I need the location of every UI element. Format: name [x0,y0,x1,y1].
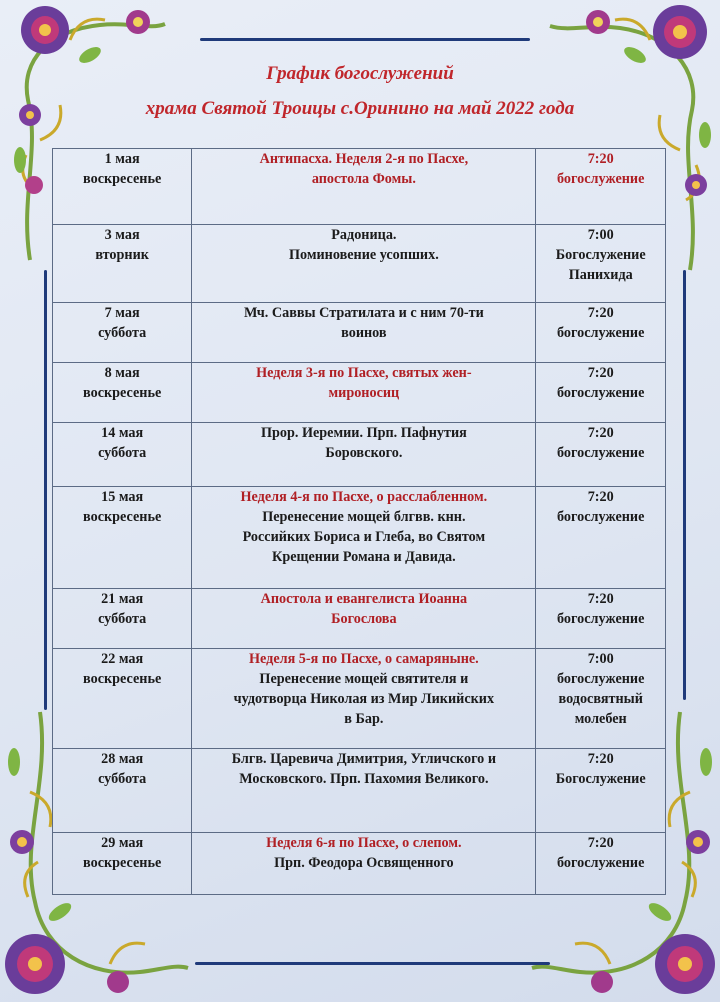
table-row [53,833,666,895]
time-cell: 7:20 богослужение [536,363,666,423]
event-cell: Неделя 6-я по Пасхе, о слепом. Прп. Феодора Освященного [192,833,536,895]
page-subtitle: храма Святой Троицы с.Оринино на май 2022 года [145,98,575,119]
time-cell: 7:00 Богослужение Панихида [536,225,666,303]
time-cell: 7:00 богослужение водосвятный молебен [536,649,666,749]
date-cell: 29 мая воскресенье [53,833,192,895]
date-cell: 28 мая суббота [53,749,192,833]
date-cell: 22 мая воскресенье [53,649,192,749]
event-cell: Радоница. Поминовение усопших. [192,225,536,303]
event-cell: Неделя 5-я по Пасхе, о самаряныне. Перенесение мощей святителя и чудотворца Николая из Мир Ликийских в Бар. [192,649,536,749]
date-cell: 3 мая вторник [53,225,192,303]
time-cell: 7:20 богослужение [536,487,666,589]
date-cell: 1 мая воскресенье [53,149,192,225]
schedule-table [52,148,666,895]
event-cell: Блгв. Царевича Димитрия, Угличского и Московского. Прп. Пахомия Великого. [192,749,536,833]
table-row [53,225,666,303]
time-cell: 7:20 богослужение [536,303,666,363]
table-row [53,589,666,649]
time-cell: 7:20 богослужение [536,149,666,225]
event-cell: Мч. Саввы Стратилата и с ним 70-ти воинов [192,303,536,363]
time-cell: 7:20 Богослужение [536,749,666,833]
top-rule [200,38,530,41]
table-row [53,423,666,487]
table-row [53,363,666,423]
time-cell: 7:20 богослужение [536,589,666,649]
time-cell: 7:20 богослужение [536,423,666,487]
right-rule [683,270,686,700]
date-cell: 7 мая суббота [53,303,192,363]
event-cell: Антипасха. Неделя 2-я по Пасхе, апостола Фомы. [192,149,536,225]
date-cell: 14 мая суббота [53,423,192,487]
event-cell: Апостола и евангелиста Иоанна Богослова [192,589,536,649]
event-cell: Неделя 3-я по Пасхе, святых жен- мироносиц [192,363,536,423]
table-row [53,487,666,589]
table-row [53,303,666,363]
bottom-rule [195,962,550,965]
page-title: График богослужений [266,63,454,84]
table-row [53,649,666,749]
time-cell: 7:20 богослужение [536,833,666,895]
event-cell: Неделя 4-я по Пасхе, о расслабленном. Перенесение мощей блгвв. кнн. Российких Бориса и Глеба, во Святом Крещении Романа и Давида. [192,487,536,589]
date-cell: 8 мая воскресенье [53,363,192,423]
left-rule [44,270,47,710]
date-cell: 15 мая воскресенье [53,487,192,589]
table-row [53,149,666,225]
date-cell: 21 мая суббота [53,589,192,649]
event-cell: Прор. Иеремии. Прп. Пафнутия Боровского. [192,423,536,487]
table-row [53,749,666,833]
